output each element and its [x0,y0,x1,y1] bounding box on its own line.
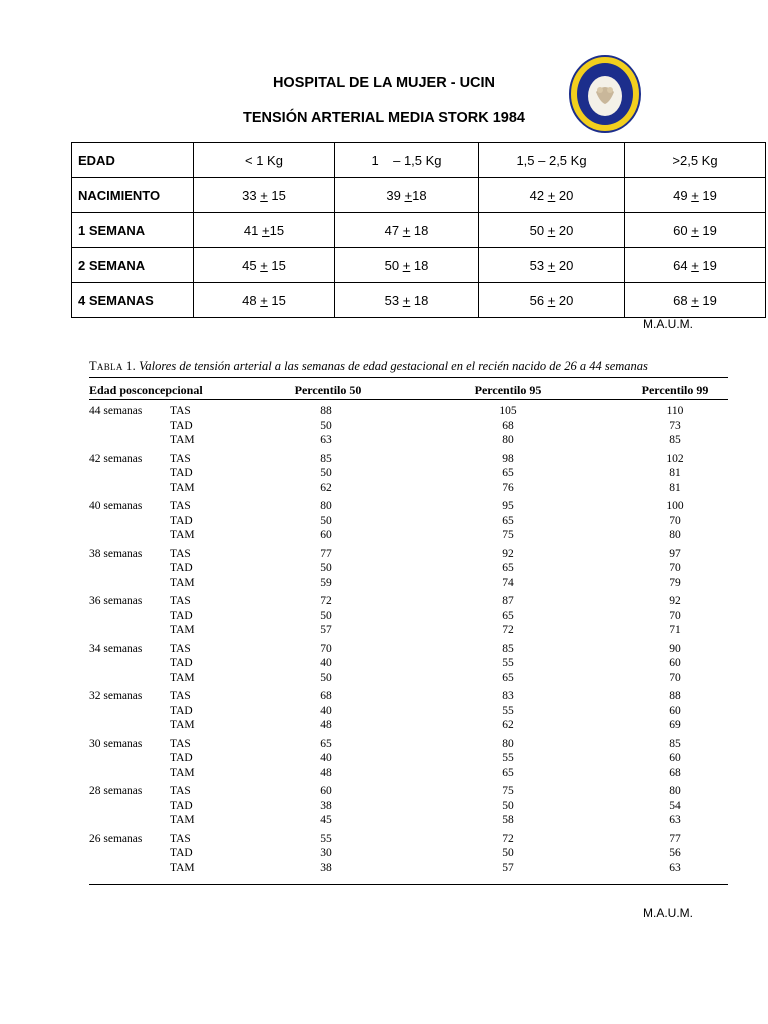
column-header-p95: Percentilo 95 [474,383,542,397]
stork-cell-mean: 49 [673,187,692,203]
stork-cell-mean: 53 [384,292,403,308]
stork-table [71,142,766,318]
table-caption [89,359,729,374]
plus-minus-symbol: + [260,257,268,273]
stork-column-header: >2,5 Kg [625,143,766,178]
p95-value: 80 [502,434,514,446]
measure-label: TAM [170,766,195,779]
table-row [89,705,728,720]
stork-row-label: 4 SEMANAS [72,283,194,318]
signature-initials-bottom: M.A.U.M. [643,906,693,920]
stork-cell-mean: 68 [673,292,692,308]
table-bottom-rule [89,884,728,885]
table-row [89,690,728,705]
stork-cell [625,283,766,318]
p99-value: 56 [669,847,681,859]
p99-value: 80 [669,785,681,797]
hospital-logo-icon [568,54,642,134]
measure-label: TAS [170,547,191,560]
table-row [89,562,728,577]
table-row [89,624,728,639]
plus-minus-symbol: + [691,222,699,238]
stork-title: TENSIÓN ARTERIAL MEDIA STORK 1984 [243,110,525,126]
measure-label: TAS [170,452,191,465]
p50-value: 40 [320,752,332,764]
column-header-p50: Percentilo 50 [294,383,362,397]
hospital-title: HOSPITAL DE LA MUJER - UCIN [272,75,496,91]
week-group [89,500,728,544]
stork-cell-deviation: 19 [698,187,717,203]
p95-value: 65 [502,609,514,622]
plus-minus-symbol: + [260,292,268,308]
plus-minus-symbol: + [547,187,556,203]
p95-value: 75 [502,785,514,797]
table-row [89,657,728,672]
stork-cell [335,283,479,318]
p99-value: 90 [669,642,681,655]
p99-value: 110 [666,405,684,417]
measure-label: TAD [170,752,193,764]
p99-value: 69 [669,719,681,731]
stork-cell-deviation: 20 [555,222,574,238]
table-row [72,283,766,318]
p95-value: 50 [502,799,514,812]
table-top-rule [89,377,728,378]
week-group [89,453,728,497]
p50-value: 59 [320,576,332,589]
table-row [89,767,728,782]
p95-value: 62 [502,719,514,731]
p99-value: 81 [669,467,681,479]
stork-cell-deviation: 18 [410,257,429,273]
stork-cell-mean: 47 [384,222,403,238]
stork-cell-deviation: 18 [412,187,427,203]
p50-value: 62 [320,481,332,494]
p99-value: 73 [669,419,681,432]
stork-cell-mean: 60 [673,222,692,238]
p99-value: 70 [669,562,681,574]
table-row [72,248,766,283]
measure-label: TAM [170,434,195,446]
stork-cell-mean: 48 [242,292,261,308]
p99-value: 102 [666,452,684,465]
table-row [89,610,728,625]
p99-value: 68 [669,766,681,779]
table-row [89,467,728,482]
stork-cell-mean: 33 [242,187,261,203]
p99-value: 100 [666,500,684,512]
week-group [89,738,728,782]
p50-value: 38 [320,861,332,874]
stork-cell-deviation: 19 [698,257,717,273]
measure-label: TAD [170,419,193,432]
stork-row-label: NACIMIENTO [72,178,194,213]
p95-value: 65 [502,514,514,527]
stork-cell-mean: 50 [384,257,403,273]
stork-cell [194,248,335,283]
table-row [89,405,728,420]
p99-value: 60 [669,704,681,717]
p50-value: 60 [320,785,332,797]
plus-minus-symbol: + [691,187,699,203]
plus-minus-symbol: + [402,222,411,238]
p50-value: 40 [320,704,332,717]
table-row [89,738,728,753]
week-group [89,595,728,639]
measure-label: TAS [170,405,191,417]
table-row [89,420,728,435]
week-group [89,785,728,829]
p99-value: 63 [669,814,681,826]
p50-value: 48 [320,719,332,731]
p95-value: 72 [502,624,514,636]
week-label: 28 semanas [89,785,143,797]
p50-value: 30 [320,847,332,859]
plus-minus-symbol: + [402,257,411,273]
measure-label: TAD [170,847,193,859]
p99-value: 79 [669,576,681,589]
stork-cell [625,213,766,248]
measure-label: TAS [170,737,191,750]
p95-value: 57 [502,861,514,874]
p50-value: 50 [320,609,332,622]
week-group [89,405,728,449]
table-row [89,814,728,829]
stork-cell-mean: 53 [529,257,548,273]
plus-minus-symbol: + [262,222,270,238]
p50-value: 60 [320,529,332,541]
stork-cell-deviation: 19 [698,292,717,308]
stork-cell-mean: 64 [673,257,692,273]
week-group [89,643,728,687]
stork-cell-mean: 50 [529,222,548,238]
table-row [89,595,728,610]
p99-value: 97 [669,547,681,560]
p95-value: 58 [502,814,514,826]
p50-value: 45 [320,814,332,826]
measure-label: TAS [170,642,191,655]
measure-label: TAD [170,657,193,669]
p99-value: 63 [669,861,681,874]
week-label: 32 semanas [89,690,143,702]
column-header-edad: Edad posconcepcional [89,383,203,397]
stork-cell [479,213,625,248]
stork-cell-mean: 56 [529,292,548,308]
p95-value: 87 [502,595,514,607]
p99-value: 60 [669,657,681,669]
column-header-p99: Percentilo 99 [641,383,709,397]
stork-row-label: 1 SEMANA [72,213,194,248]
table-row [89,833,728,848]
stork-cell-deviation: 15 [267,292,286,308]
table-row [72,213,766,248]
table-row [72,178,766,213]
stork-header-row [72,143,766,178]
p50-value: 88 [320,405,332,417]
p50-value: 48 [320,766,332,779]
p99-value: 88 [669,690,681,702]
table-row [89,434,728,449]
p50-value: 50 [320,467,332,479]
week-group [89,833,728,877]
stork-cell [194,213,335,248]
measure-label: TAS [170,832,191,845]
stork-cell-deviation: 15 [269,222,285,238]
plus-minus-symbol: + [547,222,556,238]
week-label: 30 semanas [89,737,143,750]
plus-minus-symbol: + [691,257,699,273]
p50-value: 72 [320,595,332,607]
stork-cell-mean: 45 [242,257,261,273]
p50-value: 70 [320,642,332,655]
stork-column-header: 1,5 – 2,5 Kg [479,143,625,178]
week-label: 34 semanas [89,642,143,655]
p95-value: 105 [499,405,517,417]
measure-label: TAD [170,514,193,527]
p99-value: 85 [669,434,681,446]
p99-value: 81 [669,481,681,494]
p95-value: 50 [502,847,514,859]
p95-value: 65 [502,671,514,684]
measure-label: TAM [170,624,195,636]
stork-cell-deviation: 19 [698,222,717,238]
week-label: 44 semanas [89,405,143,417]
p50-value: 85 [320,452,332,465]
measure-label: TAM [170,719,195,731]
table-caption-text: Valores de tensión arterial a las semanas de edad gestacional en el recién nacido de 26 a 44 semanas [139,359,648,373]
measure-label: TAD [170,704,193,717]
p50-value: 80 [320,500,332,512]
p99-value: 77 [669,832,681,845]
stork-cell-mean: 42 [529,187,548,203]
stork-cell [194,178,335,213]
plus-minus-symbol: + [402,292,411,308]
p50-value: 55 [320,832,332,845]
stork-cell-deviation: 18 [410,292,429,308]
measure-label: TAS [170,500,191,512]
table-caption-label: Tabla 1. [89,359,137,373]
table-row [89,643,728,658]
week-label: 26 semanas [89,832,143,845]
table-row [89,672,728,687]
plus-minus-symbol: + [547,257,556,273]
measure-label: TAD [170,799,193,812]
p50-value: 65 [320,737,332,750]
p99-value: 85 [669,737,681,750]
table-row [89,847,728,862]
table-row [89,500,728,515]
table-row [89,752,728,767]
table-row [89,515,728,530]
table-row [89,577,728,592]
measure-label: TAM [170,529,195,541]
p95-value: 98 [502,452,514,465]
table-row [89,719,728,734]
p95-value: 75 [502,529,514,541]
p95-value: 65 [502,766,514,779]
p95-value: 72 [502,832,514,845]
p95-value: 55 [502,752,514,764]
plus-minus-symbol: + [547,292,556,308]
p50-value: 77 [320,547,332,560]
measure-label: TAD [170,609,193,622]
measure-label: TAM [170,481,195,494]
measure-label: TAD [170,467,193,479]
p95-value: 83 [502,690,514,702]
p99-value: 70 [669,671,681,684]
p50-value: 63 [320,434,332,446]
stork-cell-deviation: 18 [410,222,429,238]
p50-value: 68 [320,690,332,702]
plus-minus-symbol: + [404,187,413,203]
measure-label: TAM [170,814,195,826]
stork-cell-deviation: 20 [555,187,574,203]
stork-cell [479,248,625,283]
week-label: 42 semanas [89,452,143,465]
measure-label: TAS [170,785,191,797]
table-header-rule [89,399,728,400]
stork-cell [335,213,479,248]
p50-value: 50 [320,514,332,527]
stork-column-header: 1 – 1,5 Kg [335,143,479,178]
stork-cell-mean: 41 [243,222,262,238]
plus-minus-symbol: + [691,292,699,308]
p95-value: 55 [502,657,514,669]
p50-value: 50 [320,671,332,684]
stork-cell [335,248,479,283]
p95-value: 85 [502,642,514,655]
stork-cell-deviation: 20 [555,292,574,308]
measure-label: TAD [170,562,193,574]
p99-value: 54 [669,799,681,812]
p95-value: 65 [502,562,514,574]
measure-label: TAM [170,576,195,589]
p99-value: 70 [669,514,681,527]
stork-row-label: 2 SEMANA [72,248,194,283]
stork-cell [625,248,766,283]
p99-value: 70 [669,609,681,622]
p95-value: 80 [502,737,514,750]
table-row [89,785,728,800]
p50-value: 50 [320,419,332,432]
measure-label: TAS [170,690,191,702]
p95-value: 55 [502,704,514,717]
table-row [89,453,728,468]
measure-label: TAM [170,671,195,684]
table-row [89,482,728,497]
p95-value: 68 [502,419,514,432]
stork-cell-deviation: 15 [267,187,286,203]
stork-cell-deviation: 20 [555,257,574,273]
p99-value: 80 [669,529,681,541]
stork-cell [335,178,479,213]
stork-cell [625,178,766,213]
signature-initials: M.A.U.M. [643,317,693,331]
stork-column-header: < 1 Kg [194,143,335,178]
p95-value: 76 [502,481,514,494]
week-label: 40 semanas [89,500,143,512]
measure-label: TAM [170,861,195,874]
stork-cell [479,178,625,213]
p50-value: 38 [320,799,332,812]
p99-value: 60 [669,752,681,764]
week-group [89,690,728,734]
table-row [89,800,728,815]
plus-minus-symbol: + [260,187,268,203]
p95-value: 74 [502,576,514,589]
week-group [89,548,728,592]
stork-cell-mean: 39 [386,187,405,203]
table-row [89,548,728,563]
measure-label: TAS [170,595,191,607]
stork-cell [479,283,625,318]
week-label: 36 semanas [89,595,143,607]
table-row [89,862,728,877]
p50-value: 40 [320,657,332,669]
stork-column-header: EDAD [72,143,194,178]
p95-value: 92 [502,547,514,560]
stork-cell [194,283,335,318]
p50-value: 50 [320,562,332,574]
table-row [89,529,728,544]
week-label: 38 semanas [89,547,143,560]
stork-cell-deviation: 15 [267,257,286,273]
p95-value: 65 [502,467,514,479]
p99-value: 71 [669,624,681,636]
p50-value: 57 [320,624,332,636]
p99-value: 92 [669,595,681,607]
p95-value: 95 [502,500,514,512]
